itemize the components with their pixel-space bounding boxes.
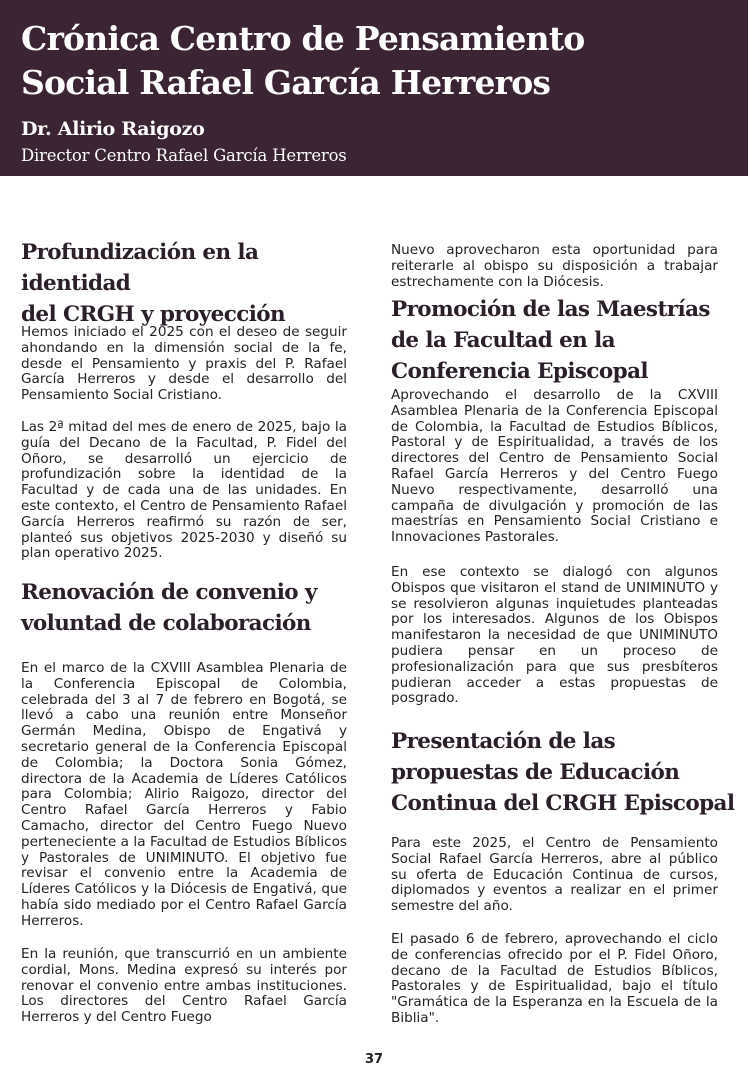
paragraph-continued: Nuevo aprovecharon esta oportunidad para reiterarle al obispo su disposición a trabajar estrechamente con la Diócesis. [391,242,718,290]
paragraph: Para este 2025, el Centro de Pensamiento Social Rafael García Herreros, abre al público su oferta de Educación Continua de cursos, diplomados y eventos a realizar en el primer semestre del año. [391,835,718,915]
paragraph: Las 2ª mitad del mes de enero de 2025, bajo la guía del Decano de la Facultad, P. Fidel del Oñoro, se desarrolló un ejercicio de profundización sobre la identidad de la Facultad y de cada una de las unidades. En este contexto, el Centro de Pensamiento Rafael García Herreros reafirmó su razón de ser, planteó sus objetivos 2025-2030 y diseñó su plan operativo 2025. [21,419,347,562]
title-line-2: Social Rafael García Herreros [21,63,551,102]
paragraph: Aprovechando el desarrollo de la CXVIII Asamblea Plenaria de la Conferencia Episcopal de Colombia, la Facultad de Estudios Bíblicos, Pastoral y de Espiritualidad, a través de los directores del Centro de Pensamiento Social Rafael García Herreros y del Centro Fuego Nuevo respectivamente, desarrolló una campaña de divulgación y promoción de las maestrías en Pensamiento Social Cristiano e Innovaciones Pastorales. [391,387,718,546]
paragraph: En ese contexto se dialogó con algunos Obispos que visitaron el stand de UNIMINUTO y se resolvieron algunas inquietudes planteadas por los interesados. Algunos de los Obispos manifestaron la necesidad de que UNIMINUTO pudiera pensar en un proceso de profesionalización para que sus presbíteros pudieran acceder a estas propuestas de posgrado. [391,564,718,707]
section-heading-identidad: Profundización en la identidad del CRGH y proyección [21,240,286,327]
title-line-1: Crónica Centro de Pensamiento [21,19,585,58]
author-name: Dr. Alirio Raigozo [21,118,205,140]
paragraph: El pasado 6 de febrero, aprovechando el ciclo de conferencias ofrecido por el P. Fidel Oñoro, decano de la Facultad de Estudios Bíblicos, Pastorales y de Espiritualidad, bajo el título "Gramática de la Esperanza en la Escuela de la Biblia". [391,931,718,1026]
article-header [0,0,748,176]
section-heading-educacion-continua: Presentación de las propuestas de Educación Continua del CRGH Episcopal [391,729,735,816]
section-heading-convenio: Renovación de convenio y voluntad de colaboración [21,580,317,636]
paragraph: Hemos iniciado el 2025 con el deseo de seguir ahondando en la dimensión social de la fe, desde el Pensamiento y praxis del P. Rafael García Herreros y desde el desarrollo del Pensamiento Social Cristiano. [21,324,347,404]
paragraph: En la reunión, que transcurrió en un ambiente cordial, Mons. Medina expresó su interés por renovar el convenio entre ambas instituciones. Los directores del Centro Rafael García Herreros y del Centro Fuego [21,946,347,1026]
section-heading-maestrias: Promoción de las Maestrías de la Facultad en la Conferencia Episcopal [391,297,710,384]
author-role: Director Centro Rafael García Herreros [21,146,347,165]
article-title [21,17,721,105]
page-number: 37 [364,1052,384,1067]
paragraph: En el marco de la CXVIII Asamblea Plenaria de la Conferencia Episcopal de Colombia, celebrada del 3 al 7 de febrero en Bogotá, se llevó a cabo una reunión entre Monseñor Germán Medina, Obispo de Engativá y secretario general de la Conferencia Episcopal de Colombia; la Doctora Sonia Gómez, directora de la Academia de Líderes Católicos para Colombia; Alirio Raigozo, director del Centro Rafael García Herreros y Fabio Camacho, director del Centro Fuego Nuevo perteneciente a la Facultad de Estudios Bíblicos y Pastorales de UNIMINUTO. El objetivo fue revisar el convenio entre la Academia de Líderes Católicos y la Diócesis de Engativá, que había sido mediado por el Centro Rafael García Herreros. [21,660,347,929]
